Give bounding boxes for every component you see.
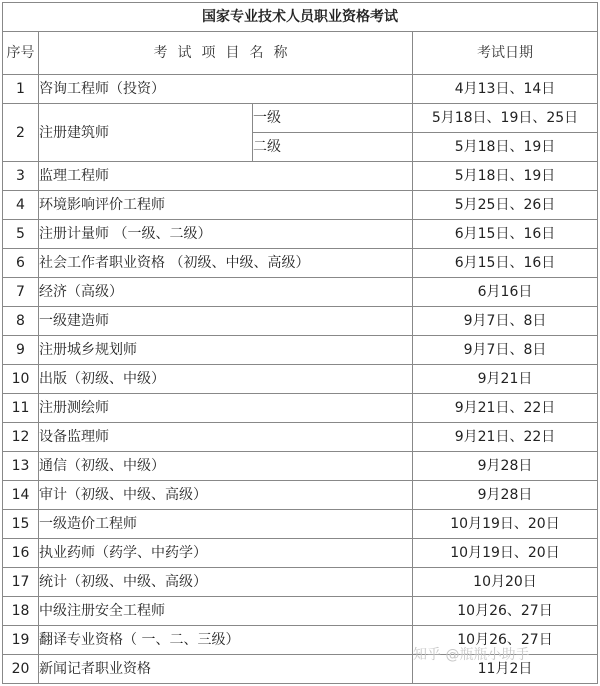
row-name: 审计（初级、中级、高级）: [39, 481, 413, 510]
row-name: 设备监理师: [39, 423, 413, 452]
row-date: 5月18日、19日: [413, 162, 598, 191]
row-date: 9月21日、22日: [413, 394, 598, 423]
row-date: 9月28日: [413, 452, 598, 481]
header-date: 考试日期: [413, 32, 598, 75]
row-date: 6月15日、16日: [413, 220, 598, 249]
table-row: [3, 423, 598, 452]
exam-schedule-table: [2, 2, 598, 684]
table-title-row: [3, 3, 598, 32]
row-date: 10月19日、20日: [413, 510, 598, 539]
row-name: 咨询工程师（投资）: [39, 75, 413, 104]
table-row: [3, 75, 598, 104]
row-seq: 20: [3, 655, 39, 684]
table-row: [3, 539, 598, 568]
row-name: 注册测绘师: [39, 394, 413, 423]
row-date: 6月15日、16日: [413, 249, 598, 278]
row-name: 经济（高级）: [39, 278, 413, 307]
row-level: 二级: [253, 133, 413, 162]
watermark: 知乎 @瓶瓶小助手: [413, 647, 530, 663]
row-seq: 10: [3, 365, 39, 394]
row-seq: 3: [3, 162, 39, 191]
row-name: 统计（初级、中级、高级）: [39, 568, 413, 597]
row-name: 通信（初级、中级）: [39, 452, 413, 481]
header-seq: 序号: [3, 32, 39, 75]
row-name: 翻译专业资格（ 一、二、三级）: [39, 626, 413, 655]
row-name: 执业药师（药学、中药学）: [39, 539, 413, 568]
row-seq: 1: [3, 75, 39, 104]
row-seq: 14: [3, 481, 39, 510]
row-name: 中级注册安全工程师: [39, 597, 413, 626]
row-name: 一级建造师: [39, 307, 413, 336]
row-seq: 13: [3, 452, 39, 481]
table-row: [3, 191, 598, 220]
table-row: [3, 365, 598, 394]
row-seq: 18: [3, 597, 39, 626]
row-name: 出版（初级、中级）: [39, 365, 413, 394]
row-seq: 2: [3, 104, 39, 162]
table-row: [3, 307, 598, 336]
table-row: [3, 336, 598, 365]
row-seq: 5: [3, 220, 39, 249]
row-seq: 6: [3, 249, 39, 278]
row-name: 新闻记者职业资格: [39, 655, 413, 684]
row-date: 9月21日: [413, 365, 598, 394]
row-date: 11月2日: [413, 655, 598, 684]
table-row: [3, 452, 598, 481]
row-date: 5月18日、19日、25日: [413, 104, 598, 133]
header-name: 考试项目名称: [39, 32, 413, 75]
table-row: [3, 510, 598, 539]
row-date: 5月18日、19日: [413, 133, 598, 162]
row-name: 注册计量师 （一级、二级）: [39, 220, 413, 249]
row-name: 一级造价工程师: [39, 510, 413, 539]
row-seq: 12: [3, 423, 39, 452]
table-row: [3, 394, 598, 423]
row-name: 社会工作者职业资格 （初级、中级、高级）: [39, 249, 413, 278]
row-name: 环境影响评价工程师: [39, 191, 413, 220]
row-name: 注册建筑师: [39, 104, 253, 162]
row-seq: 16: [3, 539, 39, 568]
row-seq: 15: [3, 510, 39, 539]
row-date: 9月7日、8日: [413, 307, 598, 336]
row-name: 监理工程师: [39, 162, 413, 191]
row-date: 5月25日、26日: [413, 191, 598, 220]
row-seq: 8: [3, 307, 39, 336]
row-date: 10月20日: [413, 568, 598, 597]
row-seq: 19: [3, 626, 39, 655]
table-row: [3, 162, 598, 191]
table-row: [3, 597, 598, 626]
row-date: 6月16日: [413, 278, 598, 307]
row-date: 10月26、27日: [413, 626, 598, 655]
table-header-row: [3, 32, 598, 75]
table-row: [3, 481, 598, 510]
table-title: 国家专业技术人员职业资格考试: [3, 3, 598, 32]
row-date: 4月13日、14日: [413, 75, 598, 104]
table-row: [3, 104, 598, 133]
row-seq: 4: [3, 191, 39, 220]
row-date: 10月26、27日: [413, 597, 598, 626]
table-row: [3, 568, 598, 597]
table-row: [3, 278, 598, 307]
row-seq: 7: [3, 278, 39, 307]
row-date: 10月19日、20日: [413, 539, 598, 568]
row-date: 9月21日、22日: [413, 423, 598, 452]
row-seq: 17: [3, 568, 39, 597]
row-level: 一级: [253, 104, 413, 133]
row-seq: 11: [3, 394, 39, 423]
table-row: [3, 220, 598, 249]
row-date: 9月7日、8日: [413, 336, 598, 365]
row-seq: 9: [3, 336, 39, 365]
row-name: 注册城乡规划师: [39, 336, 413, 365]
row-date: 9月28日: [413, 481, 598, 510]
table-row: [3, 249, 598, 278]
